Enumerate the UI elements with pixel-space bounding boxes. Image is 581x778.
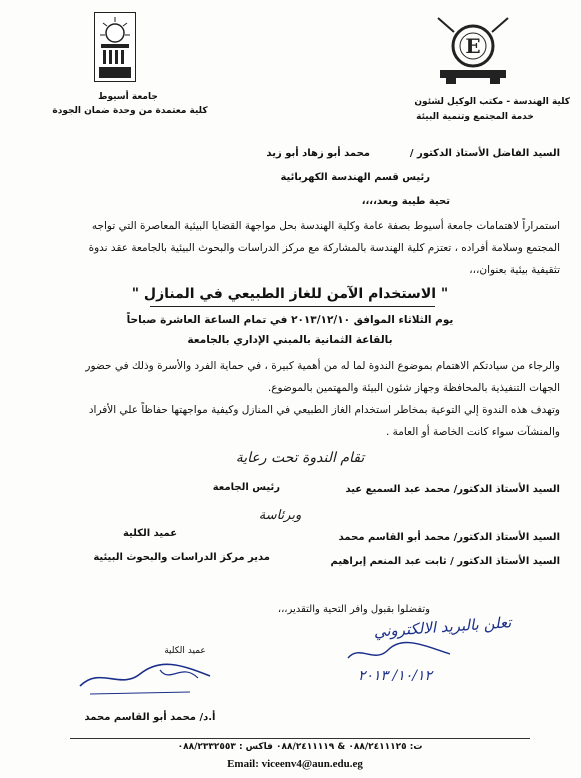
intro-line-1: استمراراً لاهتمامات جامعة أسيوط بصفة عامة وكلية الهندسة بحل مواجهة القضايا البيئية المعاصرة التي تواجه bbox=[91, 220, 560, 232]
request-line-1: والرجاء من سيادتكم الاهتمام بموضوع الندوة لما له من أهمية كبيرة ، في حماية الفرد والأسرة وذلك في حضور bbox=[85, 360, 560, 372]
recipient-title: رئيس قسم الهندسة الكهربائية bbox=[280, 172, 430, 183]
greeting: تحية طيبة وبعد،،،، bbox=[361, 196, 450, 207]
footer-contact: ت: ٠٨٨/٢٤١١١٢٥ & ٠٨٨/٢٤١١١١٩ فاكس : ٠٨٨/٢٣٣٢٥٥٣ bbox=[177, 742, 423, 752]
chair2-role: مدير مركز الدراسات والبحوث البيئية bbox=[93, 552, 270, 563]
closing-line: وتفضلوا بقبول وافر التحية والتقدير،،، bbox=[277, 604, 430, 615]
goal-line-2: والمنشآت سواء كانت الخاصة أو العامة . bbox=[385, 426, 560, 438]
chair-handwritten: وبرئاسة bbox=[258, 508, 302, 523]
handwritten-initials bbox=[340, 640, 460, 668]
svg-text:E: E bbox=[465, 34, 481, 58]
chair1-name: السيد الأستاذ الدكتور/ محمد أبو القاسم محمد bbox=[338, 532, 560, 543]
chair1-role: عميد الكلية bbox=[122, 528, 178, 539]
signature-name: أ.د/ محمد أبو القاسم محمد bbox=[84, 712, 216, 723]
title-underline bbox=[150, 306, 435, 307]
university-name: جامعة أسيوط bbox=[98, 92, 158, 102]
intro-line-3: تثقيفية بيئية بعنوان،،، bbox=[469, 264, 560, 276]
signature-role: عميد الكلية bbox=[164, 646, 206, 656]
footer-rule bbox=[70, 738, 530, 739]
accreditation-line: كلية معتمدة من وحدة ضمان الجودة bbox=[52, 106, 208, 116]
recipient-name: محمد أبو زهاد أبو زيد bbox=[266, 148, 370, 159]
patron-role: رئيس الجامعة bbox=[212, 482, 280, 493]
request-line-2: الجهات التنفيذية بالمحافظة وجهاز شئون البيئة والمهتمين بالموضوع. bbox=[267, 382, 560, 394]
faculty-service-line: خدمة المجتمع وتنمية البيئة bbox=[416, 112, 534, 122]
venue-line: بالقاعة الثمانية بالمبني الإداري بالجامعة bbox=[187, 334, 393, 346]
footer-email: Email: viceenv4@aun.edu.eg bbox=[227, 758, 363, 770]
university-logo bbox=[94, 12, 136, 82]
intro-line-2: المجتمع وسلامة أفراده ، تعتزم كلية الهندسة بالمشاركة مع مركز الدراسات والبحوث البيئية بالجامعة عقد ندوة bbox=[88, 242, 560, 254]
faculty-office-line: كلية الهندسة - مكتب الوكيل لشئون bbox=[414, 97, 570, 107]
goal-line-1: وتهدف هذه الندوة إلي التوعية بمخاطر استخدام الغاز الطبيعي في المنازل وكيفية مواجهتها حفاظاً علي الأفراد bbox=[88, 404, 560, 416]
chair2-name: السيد الأستاذ الدكتور / ثابت عبد المنعم إبراهيم bbox=[330, 556, 560, 567]
signature-scribble bbox=[70, 656, 220, 700]
patron-name: السيد الأستاذ الدكتور/ محمد عبد السميع عيد bbox=[345, 484, 560, 495]
handwritten-date: ١٠/١٢/ ٢٠١٣ bbox=[357, 668, 433, 684]
salutation-prefix: السيد الفاضل الأستاذ الدكتور / bbox=[409, 148, 560, 159]
handwritten-email-note: تعلن بالبريد الالكتروني bbox=[373, 613, 512, 641]
seminar-title: " الاستخدام الآمن للغاز الطبيعي في المنازل " bbox=[131, 286, 449, 302]
date-line: يوم الثلاثاء الموافق ٢٠١٣/١٢/١٠ في تمام الساعة العاشرة صباحاً bbox=[126, 314, 454, 326]
patronage-handwritten: تقام الندوة تحت رعاية bbox=[235, 450, 365, 466]
faculty-logo bbox=[432, 14, 514, 86]
